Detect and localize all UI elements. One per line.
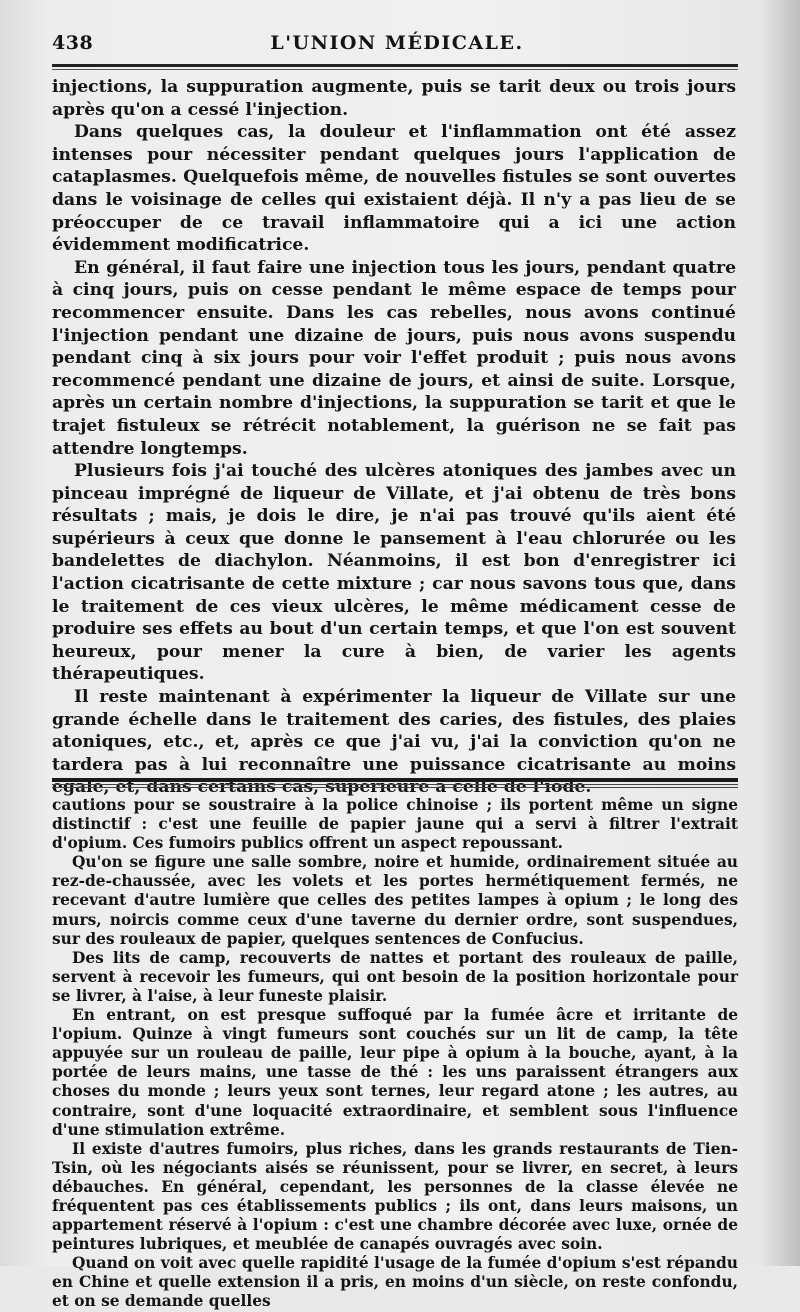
- header-rule-thin: [52, 69, 738, 70]
- running-title: L'UNION MÉDICALE.: [270, 32, 524, 54]
- feuilleton-separator-rule: [52, 778, 738, 782]
- feuilleton-paragraph: Il existe d'autres fumoirs, plus riches, dans les grands restaurants de Tien-Tsin, où les négociants aisés se réunissent, pour se livrer, en secret, à leurs débauches. En général, cependant, les personnes de la classe élevée ne fréquentent pas ces établissements publics ; ils ont, dans leurs maisons, un appartement réservé à l'opium : c'est une chambre décorée avec luxe, ornée de peintures lubriques, et meublée de canapés ouvragés avec soin.: [52, 1139, 738, 1254]
- feuilleton-paragraph: Qu'on se figure une salle sombre, noire et humide, ordinairement située au rez-de-chaussée, avec les volets et les portes hermétiquement fermés, ne recevant d'autre lumière que celles des petites lampes à opium ; le long des murs, noircis comme ceux d'une taverne du dernier ordre, sont suspendues, sur des rouleaux de papier, quelques sentences de Confucius.: [52, 853, 738, 948]
- feuilleton-paragraph: cautions pour se soustraire à la police chinoise ; ils portent même un signe distinctif : c'est une feuille de papier jaune qui a servi à filtrer l'extrait d'opium. Ces fumoirs publics offrent un aspect repoussant.: [52, 796, 738, 853]
- feuilleton-paragraph: En entrant, on est presque suffoqué par la fumée âcre et irritante de l'opium. Quinze à vingt fumeurs sont couchés sur un lit de camp, la tête appuyée sur un rouleau de paille, leur pipe à opium à la bouche, ayant, à la portée de leurs mains, une tasse de thé : les uns paraissent étrangers aux choses du monde ; leurs yeux sont ternes, leur regard atone ; les autres, au contraire, sont d'une loquacité extraordinaire, et semblent sous l'influence d'une stimulation extrême.: [52, 1006, 738, 1139]
- main-paragraph: Il reste maintenant à expérimenter la liqueur de Villate sur une grande échelle dans le traitement des caries, des fistules, des plaies atoniques, etc., et, après ce que j'ai vu, j'ai la conviction qu'on ne tardera pas à lui reconnaître une puissance cicatrisante au moins à: [52, 687, 736, 798]
- main-paragraph: injections, la suppuration augmente, puis se tarit deux ou trois jours après qu'on a cessé l'injection.: [52, 77, 736, 120]
- main-text: [52, 76, 736, 799]
- page-number: 438: [52, 32, 94, 54]
- feuilleton-separator-rule-thin-2: [52, 787, 738, 788]
- feuilleton-paragraph: Quand on voit avec quelle rapidité l'usage de la fumée d'opium s'est répandu en Chine et quelle extension il a pris, en moins d'un siècle, on reste confondu, et on se demande quelles: [52, 1254, 738, 1311]
- main-paragraph: En général, il faut faire une injection tous les jours, pendant quatre à cinq jours, puis on cesse pendant le même espace de temps pour recommencer ensuite. Dans les cas rebelles, nous avons continué l'injection pendant une dizaine de jours, puis nous avons suspendu pendant cinq à six jours pour voir l'effet produit ; puis nous avons recommencé pendant une dizaine de jours, et ainsi de suite. Lorsque, après un certain nombre d'injections, la suppuration se tarit et que le trajet fistuleux se rétrécit notablement, la guérison ne se fait pas attendre longtemps.: [52, 257, 736, 459]
- main-paragraph: Dans quelques cas, la douleur et l'inflammation ont été assez intenses pour nécessiter pendant quelques jours l'application de cataplasmes. Quelquefois même, de nouvelles fistules se sont ouvertes dans le voisinage de celles qui existaient déjà. Il n'y a pas lieu de se préoccuper de ce travail inflammatoire qui a ici une action évidemment modificatrice.: [52, 122, 736, 256]
- header-rule: [52, 64, 738, 67]
- feuilleton-paragraph: Des lits de camp, recouverts de nattes et portant des rouleaux de paille, servent à recevoir les fumeurs, qui ont besoin de la position horizontale pour se livrer, à l'aise, à leur funeste plaisir.: [52, 948, 738, 1005]
- feuilleton-separator-rule-thin: [52, 784, 738, 785]
- page-spine-shadow: [760, 0, 800, 1266]
- feuilleton-text: [52, 796, 738, 1312]
- page-header: [52, 30, 742, 60]
- main-paragraph: Plusieurs fois j'ai touché des ulcères atoniques des jambes avec un pinceau imprégné de liqueur de Villate, et j'ai obtenu de très bons résultats ; mais, je dois le dire, je n'ai pas trouvé qu'ils aient été supérieurs à ceux que donne le pansement à l'eau chlorurée ou les bandelettes de diachylon. Néanmoins, il est bon d'enregistrer ici l'action cicatrisante de cette mixture ; car nous savons tous que, dans le traitement de ces vieux ulcères, le même médicament cesse de produire ses effets au bout d'un certain temps, et que l'on est souvent heureux, pour mener la cure à bien, de varier les agents thérapeutiques.: [52, 461, 736, 685]
